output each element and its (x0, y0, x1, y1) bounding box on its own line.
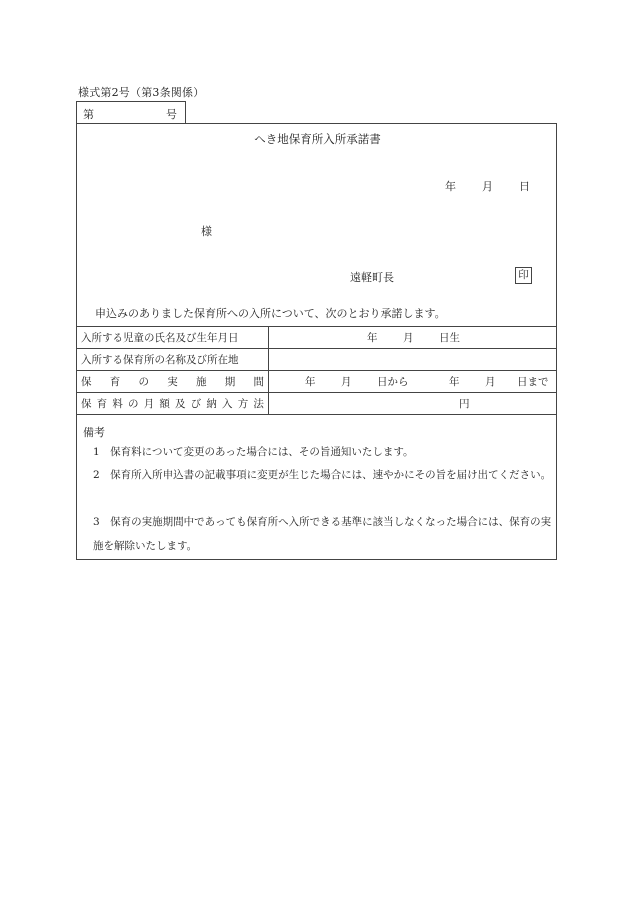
note-item-2: 2 保育所入所申込書の記載事項に変更が生じた場合には、速やかにその旨を届け出てください。 (93, 469, 552, 481)
period-label (81, 374, 264, 389)
label-char: 方 (237, 398, 249, 410)
child-label: 入所する児童の氏名及び生年月日 (77, 327, 269, 349)
date-year: 年 (445, 180, 456, 193)
label-char: 実 (167, 376, 178, 388)
label-char: 及 (175, 398, 186, 410)
facility-label: 入所する保育所の名称及び所在地 (77, 349, 269, 371)
label-char: 期 (224, 376, 236, 388)
label-char: 料 (112, 398, 123, 410)
addressee-suffix: 様 (201, 225, 212, 238)
period-start-year: 年 (305, 376, 316, 388)
note-item-1: 1 保育料について変更のあった場合には、その旨通知いたします。 (93, 446, 414, 458)
period-end-day: 日まで (517, 376, 549, 388)
child-day: 日生 (439, 332, 460, 344)
label-char: 保 (81, 398, 92, 410)
intro-text: 申込みのありました保育所への入所について、次のとおり承諾します。 (95, 307, 446, 320)
document-title: へき地保育所入所承諾書 (254, 132, 381, 146)
date-month: 月 (482, 180, 493, 193)
label-char: 保 (81, 376, 92, 388)
document-number-box (76, 101, 186, 123)
table-row (77, 349, 557, 371)
label-char: 育 (109, 376, 121, 388)
table-row (77, 393, 557, 415)
label-char: 額 (159, 398, 170, 410)
table-row (77, 327, 557, 349)
period-start-day: 日から (377, 376, 409, 388)
period-end-month: 月 (485, 376, 496, 388)
period-start-month: 月 (341, 376, 352, 388)
label-char: び (190, 398, 202, 410)
issue-date (445, 178, 530, 194)
label-char: の (138, 376, 149, 388)
label-char: 施 (196, 376, 207, 388)
child-month: 月 (403, 332, 414, 344)
period-end-year: 年 (449, 376, 460, 388)
label-char: 入 (222, 398, 233, 410)
number-prefix: 第 (83, 108, 94, 121)
details-table (76, 326, 557, 415)
notes-title: 備考 (83, 426, 105, 439)
child-value (269, 327, 557, 349)
child-year: 年 (367, 332, 378, 344)
form-label: 様式第2号（第3条関係） (78, 86, 205, 99)
table-row (77, 371, 557, 393)
label-char: の (128, 398, 139, 410)
label-char: 月 (143, 398, 155, 410)
label-char: 間 (253, 376, 264, 388)
period-value (269, 371, 557, 393)
fee-label (81, 396, 264, 411)
note-item-3: 3 保育の実施期間中であっても保育所へ入所できる基準に該当しなくなった場合には、保育の実施を解除いたします。 (93, 516, 552, 552)
period-label-cell (77, 371, 269, 393)
fee-value (269, 393, 557, 415)
fee-unit: 円 (459, 398, 470, 410)
certificate-form (76, 123, 557, 560)
label-char: 納 (206, 398, 217, 410)
facility-value (269, 349, 557, 371)
number-suffix: 号 (166, 108, 177, 121)
date-day: 日 (519, 180, 530, 193)
fee-label-cell (77, 393, 269, 415)
issuer-name: 遠軽町長 (350, 271, 394, 284)
seal-mark: 印 (515, 267, 532, 284)
label-char: 法 (253, 398, 264, 410)
label-char: 育 (96, 398, 108, 410)
